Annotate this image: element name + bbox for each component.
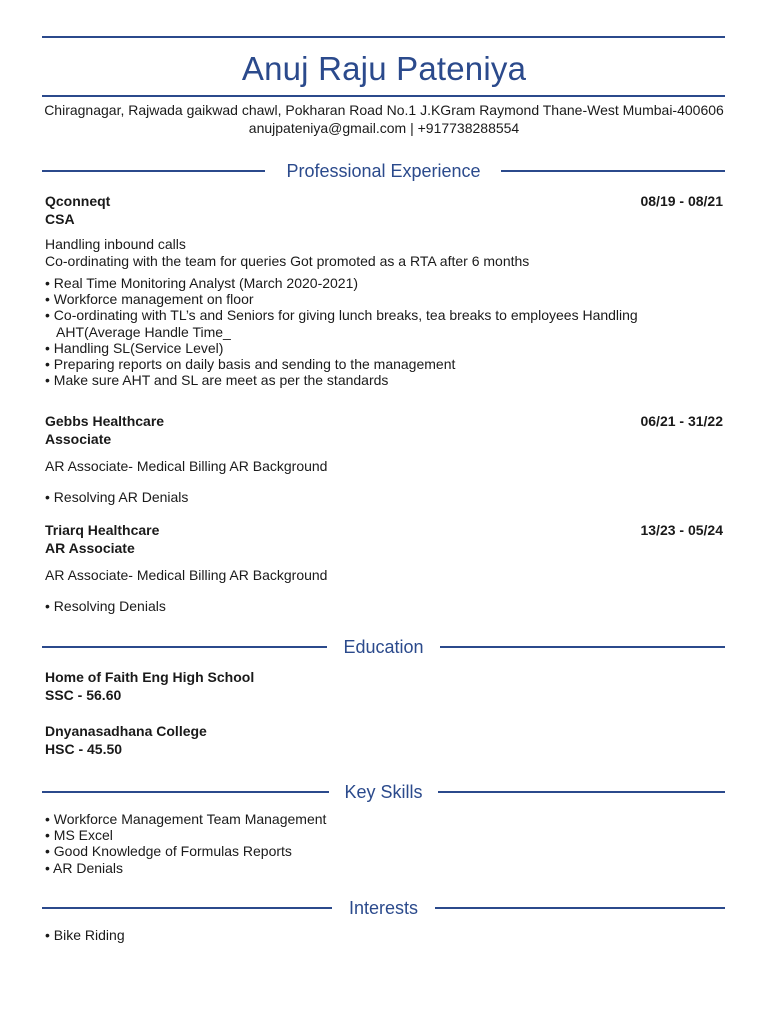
education-entry — [45, 668, 723, 704]
job-summary-line: AR Associate- Medical Billing AR Background — [45, 458, 328, 474]
heading-rule-right — [501, 170, 725, 172]
job-dates: 06/21 - 31/22 — [640, 413, 723, 429]
interests-section-heading — [42, 896, 725, 920]
education-result: HSC - 45.50 — [45, 741, 123, 757]
school-name: Home of Faith Eng High School — [45, 669, 255, 685]
job-entry-qconneqt — [45, 192, 723, 388]
job-role: CSA — [45, 211, 75, 227]
top-rule — [42, 36, 725, 38]
job-summary-line: AR Associate- Medical Billing AR Background — [45, 567, 328, 583]
job-bullet: • Real Time Monitoring Analyst (March 2020-2021) — [45, 275, 359, 291]
job-summary-line: Handling inbound calls — [45, 236, 186, 252]
job-bullet: • Resolving Denials — [45, 597, 166, 614]
job-dates: 13/23 - 05/24 — [640, 522, 723, 538]
interests-section-title: Interests — [348, 898, 419, 918]
skills-section-heading — [42, 780, 725, 804]
skill-item: • AR Denials — [45, 859, 124, 876]
candidate-name: Anuj Raju Pateniya — [241, 50, 527, 87]
job-dates: 08/19 - 08/21 — [640, 193, 723, 209]
heading-rule-right — [440, 646, 725, 648]
address-line: Chiragnagar, Rajwada gaikwad chawl, Pokharan Road No.1 J.KGram Raymond Thane-West Mumbai-400606 — [44, 102, 724, 118]
education-section-title: Education — [343, 637, 424, 657]
skills-list — [45, 811, 723, 876]
job-entry-triarq — [45, 521, 723, 614]
skill-item: • Good Knowledge of Formulas Reports — [45, 843, 292, 860]
job-bullet: • Make sure AHT and SL are meet as per the standards — [45, 372, 389, 389]
skill-item: • Workforce Management Team Management — [45, 811, 327, 827]
job-bullet: • Co-ordinating with TL’s and Seniors for giving lunch breaks, tea breaks to employees Handling AHT(Average Handle Time_ — [45, 307, 638, 340]
job-bullet-list — [45, 275, 723, 388]
job-bullet: • Workforce management on floor — [45, 291, 254, 308]
education-result: SSC - 56.60 — [45, 687, 122, 703]
company-name: Triarq Healthcare — [45, 522, 160, 538]
job-role: Associate — [45, 431, 112, 447]
skills-section-title: Key Skills — [344, 782, 423, 802]
heading-rule-right — [435, 907, 725, 909]
name-underline-rule — [42, 95, 725, 97]
job-role: AR Associate — [45, 540, 135, 556]
heading-rule-right — [438, 791, 725, 793]
experience-section-title: Professional Experience — [286, 161, 481, 181]
job-entry-gebbs — [45, 412, 723, 505]
job-bullet: • Handling SL(Service Level) — [45, 339, 224, 356]
experience-section-heading — [42, 159, 725, 183]
school-name: Dnyanasadhana College — [45, 723, 207, 739]
job-bullet: • Preparing reports on daily basis and sending to the management — [45, 356, 456, 373]
education-section-heading — [42, 635, 725, 659]
job-bullet: • Resolving AR Denials — [45, 488, 189, 505]
job-summary-line: Co-ordinating with the team for queries Got promoted as a RTA after 6 months — [45, 252, 530, 269]
interests-list — [45, 927, 723, 943]
interest-item: • Bike Riding — [45, 927, 125, 943]
company-name: Gebbs Healthcare — [45, 413, 165, 429]
company-name: Qconneqt — [45, 193, 111, 209]
contact-line: anujpateniya@gmail.com | +917738288554 — [248, 120, 520, 136]
skill-item: • MS Excel — [45, 827, 113, 844]
education-entry — [45, 722, 723, 758]
